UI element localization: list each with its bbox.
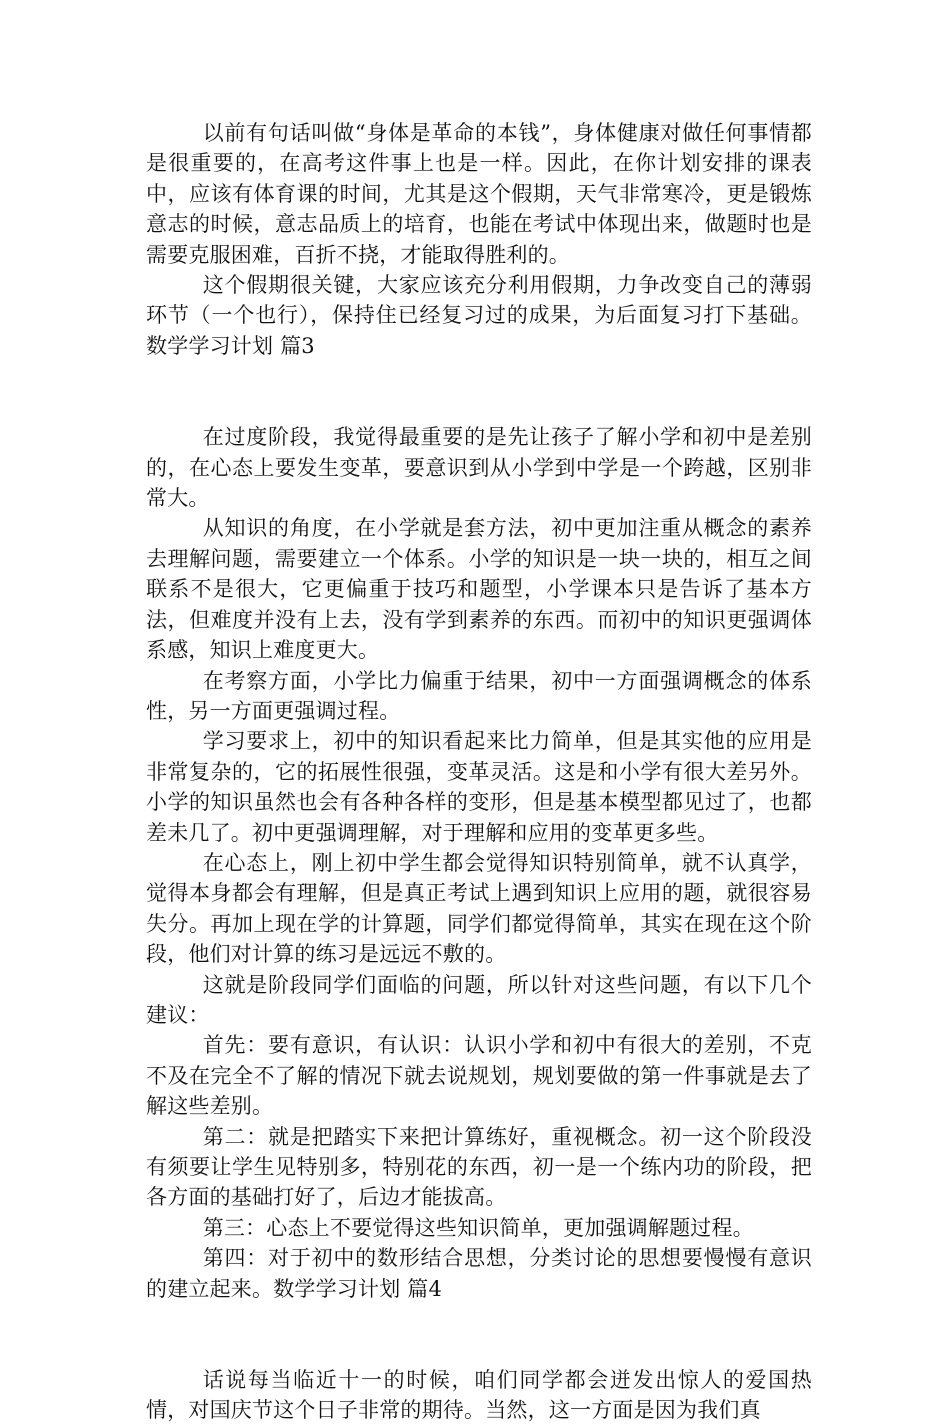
paragraph: 以前有句话叫做“身体是革命的本钱”，身体健康对做任何事情都是很重要的，在高考这件事上也是一样。因此，在你计划安排的课表中，应该有体育课的时间，尤其是这个假期，天气非常寒冷，更是锻炼意志的时候，意志品质上的培育，也能在考试中体现出来，做题时也是需要克服困难，百折不挠，才能取得胜利的。: [146, 121, 812, 267]
section-gap: [146, 361, 812, 422]
paragraph: 第四：对于初中的数形结合思想，分类讨论的思想要慢慢有意识的建立起来。数学学习计划 篇4: [146, 1246, 812, 1301]
document-page: [146, 118, 812, 1426]
paragraph: 首先：要有意识，有认识：认识小学和初中有很大的差别，不克不及在完全不了解的情况下就去说规划，规划要做的第一件事就是去了解这些差别。: [146, 1033, 812, 1119]
paragraph: 在考察方面，小学比力偏重于结果，初中一方面强调概念的体系性，另一方面更强调过程。: [146, 668, 812, 723]
paragraph: 话说每当临近十一的时候，咱们同学都会迸发出惊人的爱国热情，对国庆节这个日子非常的期待。当然，这一方面是因为我们真: [146, 1368, 812, 1423]
paragraph: 第三：心态上不要觉得这些知识简单，更加强调解题过程。: [202, 1215, 754, 1240]
paragraph: 这个假期很关键，大家应该充分利用假期，力争改变自己的薄弱环节（一个也行），保持住已经复习过的成果，为后面复习打下基础。数学学习计划 篇3: [146, 273, 812, 358]
paragraph: 从知识的角度，在小学就是套方法，初中更加注重从概念的素养去理解问题，需要建立一个体系。小学的知识是一块一块的，相互之间联系不是很大，它更偏重于技巧和题型，小学课本只是告诉了基本方法，但难度并没有上去，没有学到素养的东西。而初中的知识更强调体系感，知识上难度更大。: [146, 516, 812, 663]
paragraph: 学习要求上，初中的知识看起来比力简单，但是其实他的应用是非常复杂的，它的拓展性很强，变革灵活。这是和小学有很大差另外。小学的知识虽然也会有各种各样的变形，但是基本模型都见过了，也都差未几了。初中更强调理解，对于理解和应用的变革更多些。: [146, 729, 812, 845]
paragraph: 第二：就是把踏实下来把计算练好，重视概念。初一这个阶段没有须要让学生见特别多，特别花的东西，初一是一个练内功的阶段，把各方面的基础打好了，后边才能拔高。: [146, 1124, 812, 1210]
paragraph: 在过度阶段，我觉得最重要的是先让孩子了解小学和初中是差别的，在心态上要发生变革，要意识到从小学到中学是一个跨越，区别非常大。: [146, 425, 812, 511]
paragraph: 这就是阶段同学们面临的问题，所以针对这些问题，有以下几个建议：: [146, 972, 812, 1027]
section-gap: [146, 1304, 812, 1365]
paragraph: 在心态上，刚上初中学生都会觉得知识特别简单，就不认真学，觉得本身都会有理解，但是真正考试上遇到知识上应用的题，就很容易失分。再加上现在学的计算题，同学们都觉得简单，其实在现在这个阶段，他们对计算的练习是远远不敷的。: [146, 850, 812, 967]
